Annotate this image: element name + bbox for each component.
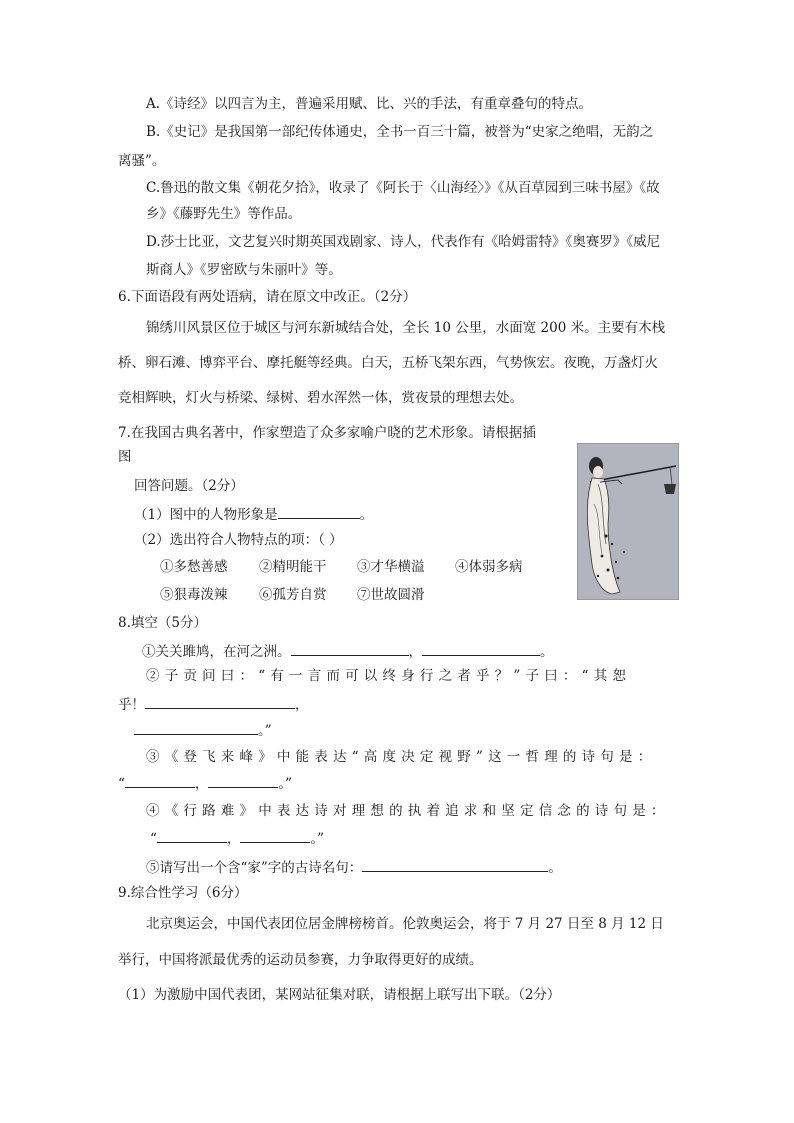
q8-item-4-open: “ [150, 831, 157, 847]
q8-item-4-close: 。” [310, 831, 325, 847]
q7-sub-1 [134, 504, 373, 525]
q8-title: 8.填空（5分） [118, 615, 207, 631]
q7-sub-1-text: （1）图中的人物形象是 [134, 507, 278, 523]
q6-paragraph-line-3: 竞相辉映，灯火与桥梁、绿树、碧水浑然一体，赏夜景的理想去处。 [118, 390, 523, 406]
q8-item-1-blank-b[interactable] [422, 641, 540, 656]
q9-paragraph-line-2: 举行，中国将派最优秀的运动员参赛，力争取得更好的成绩。 [118, 952, 483, 968]
q9-title: 9.综合性学习（6分） [118, 885, 248, 901]
q5-option-c: C.鲁迅的散文集《朝花夕拾》，收录了《阿长于〈山海经〉》《从百草园到三味书屋》《故 [146, 180, 660, 196]
q7-sub-2: （2）选出符合人物特点的项：（ ） [134, 532, 343, 548]
q8-item-2-comma: ， [295, 697, 309, 713]
q8-item-2-close: 。” [258, 723, 272, 739]
q8-item-1-blank-a[interactable] [291, 641, 409, 656]
q8-item-2: ②子贡问曰：“有一言而可以终身行之者乎？”子曰：“其恕 [146, 668, 632, 684]
q8-item-5-blank[interactable] [362, 857, 548, 872]
q7-instruction: 回答问题。（2分） [134, 478, 244, 494]
q7-option-5: ⑤狠毒泼辣 [160, 587, 228, 603]
q8-item-3-open: “ [118, 776, 125, 792]
q9-sub-question-1: （1）为激励中国代表团，某网站征集对联，请根据上联写出下联。（2分） [118, 987, 561, 1003]
q7-option-4: ④体弱多病 [455, 559, 523, 575]
q5-option-c-cont: 乡》《藤野先生》等作品。 [146, 206, 302, 222]
q7-option-2: ②精明能干 [259, 559, 327, 575]
q8-item-1-period: 。 [540, 644, 554, 660]
q6-paragraph-line-2: 桥、卵石滩、博弈平台、摩托艇等经典。白天，五桥飞架东西，气势恢宏。夜晚，万盏灯火 [118, 355, 658, 371]
q8-item-5-period: 。 [548, 860, 562, 876]
q7-option-1: ①多愁善感 [160, 559, 228, 575]
q8-item-2-line-3 [134, 720, 272, 741]
q7-option-6: ⑥孤芳自赏 [259, 587, 327, 603]
q8-item-2-lead: 乎！ [118, 697, 145, 713]
q8-item-5-text: ⑤请写出一个含“家”字的古诗名句： [146, 860, 363, 876]
q5-option-b: B.《史记》是我国第一部纪传体通史，全书一百三十篇，被誉为“史家之绝唱，无韵之 [146, 124, 654, 140]
q8-item-4-comma: ， [226, 831, 241, 847]
q9-paragraph-line-1: 北京奥运会，中国代表团位居金牌榜榜首。伦敦奥运会，将于 7 月 27 日至 8 月 12 日 [146, 916, 664, 932]
q6-paragraph-line-1: 锦绣川风景区位于城区与河东新城结合处，全长 10 公里，水面宽 200 米。主要有木栈 [146, 320, 666, 336]
q7-title-cont: 图 [118, 449, 132, 465]
q7-option-7: ⑦世故圆滑 [357, 587, 425, 603]
q8-item-5 [146, 857, 562, 878]
q8-item-4: ④《行路难》中表达诗对理想的执着追求和坚定信念的诗句是： [146, 803, 670, 819]
q5-option-d-cont: 斯商人》《罗密欧与朱丽叶》等。 [146, 262, 342, 278]
q8-item-2-blank-a[interactable] [145, 694, 295, 709]
q6-title: 6.下面语段有两处语病，请在原文中改正。（2分） [118, 289, 417, 305]
q7-sub-1-end: 。 [359, 507, 374, 523]
q8-item-1 [142, 641, 554, 662]
q5-option-b-cont: 离骚”。 [118, 153, 166, 169]
q8-item-3-close: 。” [278, 776, 293, 792]
figure-image [578, 444, 678, 599]
q7-option-3: ③才华横溢 [357, 559, 425, 575]
q5-option-a: A.《诗经》以四言为主，普遍采用赋、比、兴的手法，有重章叠句的特点。 [146, 96, 593, 112]
q8-item-4-blank-b[interactable] [240, 828, 310, 843]
q8-item-4-blank-a[interactable] [157, 828, 227, 843]
q7-title: 7.在我国古典名著中，作家塑造了众多家喻户晓的艺术形象。请根据插 [118, 425, 536, 441]
q8-item-3-blank-b[interactable] [208, 773, 278, 788]
q8-item-1-text: ①关关雎鸠，在河之洲。 [142, 644, 291, 660]
q8-item-2-blank-b[interactable] [134, 720, 258, 735]
q5-option-d: D.莎士比亚，文艺复兴时期英国戏剧家、诗人，代表作有《哈姆雷特》《奥赛罗》《威尼 [146, 234, 661, 250]
daiyu-illustration [577, 443, 679, 600]
q8-item-4-cont [150, 828, 324, 849]
q8-item-3-comma: ， [194, 776, 209, 792]
q8-item-3: ③《登飞来峰》中能表达“高度决定视野”这一哲理的诗句是： [146, 749, 657, 765]
q7-answer-blank-1[interactable] [278, 504, 360, 519]
q8-item-3-cont [118, 773, 292, 794]
q8-item-2-cont [118, 694, 309, 715]
q8-item-1-comma: ， [408, 644, 422, 660]
q8-item-3-blank-a[interactable] [125, 773, 195, 788]
